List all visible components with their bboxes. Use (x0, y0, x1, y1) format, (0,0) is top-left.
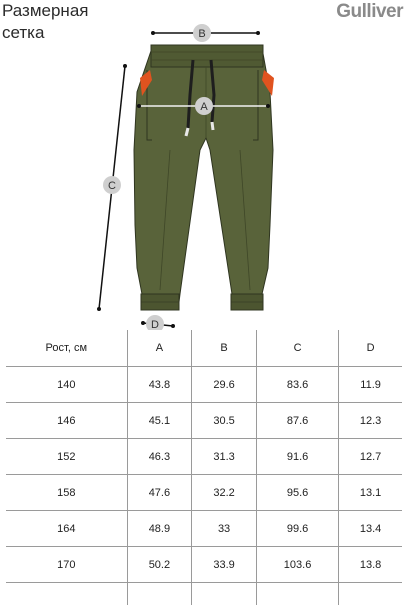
cell-b: 32.2 (192, 475, 257, 511)
table-row (6, 403, 402, 439)
waistband (151, 45, 263, 67)
cell-height: 146 (6, 403, 127, 439)
cell-d: 12.3 (339, 403, 402, 439)
dimension-d-label: D (151, 319, 159, 330)
table-row (6, 475, 402, 511)
pants-silhouette (134, 48, 273, 310)
cell-height: 164 (6, 511, 127, 547)
cell-d: 13.4 (339, 511, 402, 547)
cell-b: 33 (192, 511, 257, 547)
size-table (6, 330, 402, 605)
table-row (6, 511, 402, 547)
header-d: D (339, 330, 402, 367)
cell-c: 95.6 (256, 475, 338, 511)
cell-c: 87.6 (256, 403, 338, 439)
cell-height: 140 (6, 367, 127, 403)
cell-b: 31.3 (192, 439, 257, 475)
cell-d: 11.9 (339, 367, 402, 403)
size-table-header (6, 330, 402, 367)
cell-c: 103.6 (256, 547, 338, 583)
brand-logo: Gulliver (336, 1, 403, 23)
cell-a: 46.3 (127, 439, 192, 475)
header-height: Рост, см (6, 330, 127, 367)
cell-a: 50.2 (127, 547, 192, 583)
title-line-2: сетка (2, 22, 88, 44)
table-row (6, 367, 402, 403)
cell-b: 30.5 (192, 403, 257, 439)
title-line-1: Размерная (2, 0, 88, 22)
cell-height: 152 (6, 439, 127, 475)
cell-d: 12.7 (339, 439, 402, 475)
header-c: C (256, 330, 338, 367)
cell-height: 158 (6, 475, 127, 511)
cell-c: 99.6 (256, 511, 338, 547)
cell-height: 170 (6, 547, 127, 583)
cell-b: 33.9 (192, 547, 257, 583)
cell-c: 83.6 (256, 367, 338, 403)
table-row-empty (6, 583, 402, 605)
cell-d: 13.8 (339, 547, 402, 583)
dimension-a-label: A (200, 101, 208, 113)
header-a: A (127, 330, 192, 367)
dimension-c-label: C (108, 180, 116, 192)
cell-d: 13.1 (339, 475, 402, 511)
cell-a: 48.9 (127, 511, 192, 547)
cell-a: 47.6 (127, 475, 192, 511)
table-row (6, 547, 402, 583)
cell-a: 45.1 (127, 403, 192, 439)
dimension-b-label: B (198, 28, 205, 40)
cell-c: 91.6 (256, 439, 338, 475)
cell-b: 29.6 (192, 367, 257, 403)
cell-a: 43.8 (127, 367, 192, 403)
table-row (6, 439, 402, 475)
header-b: B (192, 330, 257, 367)
